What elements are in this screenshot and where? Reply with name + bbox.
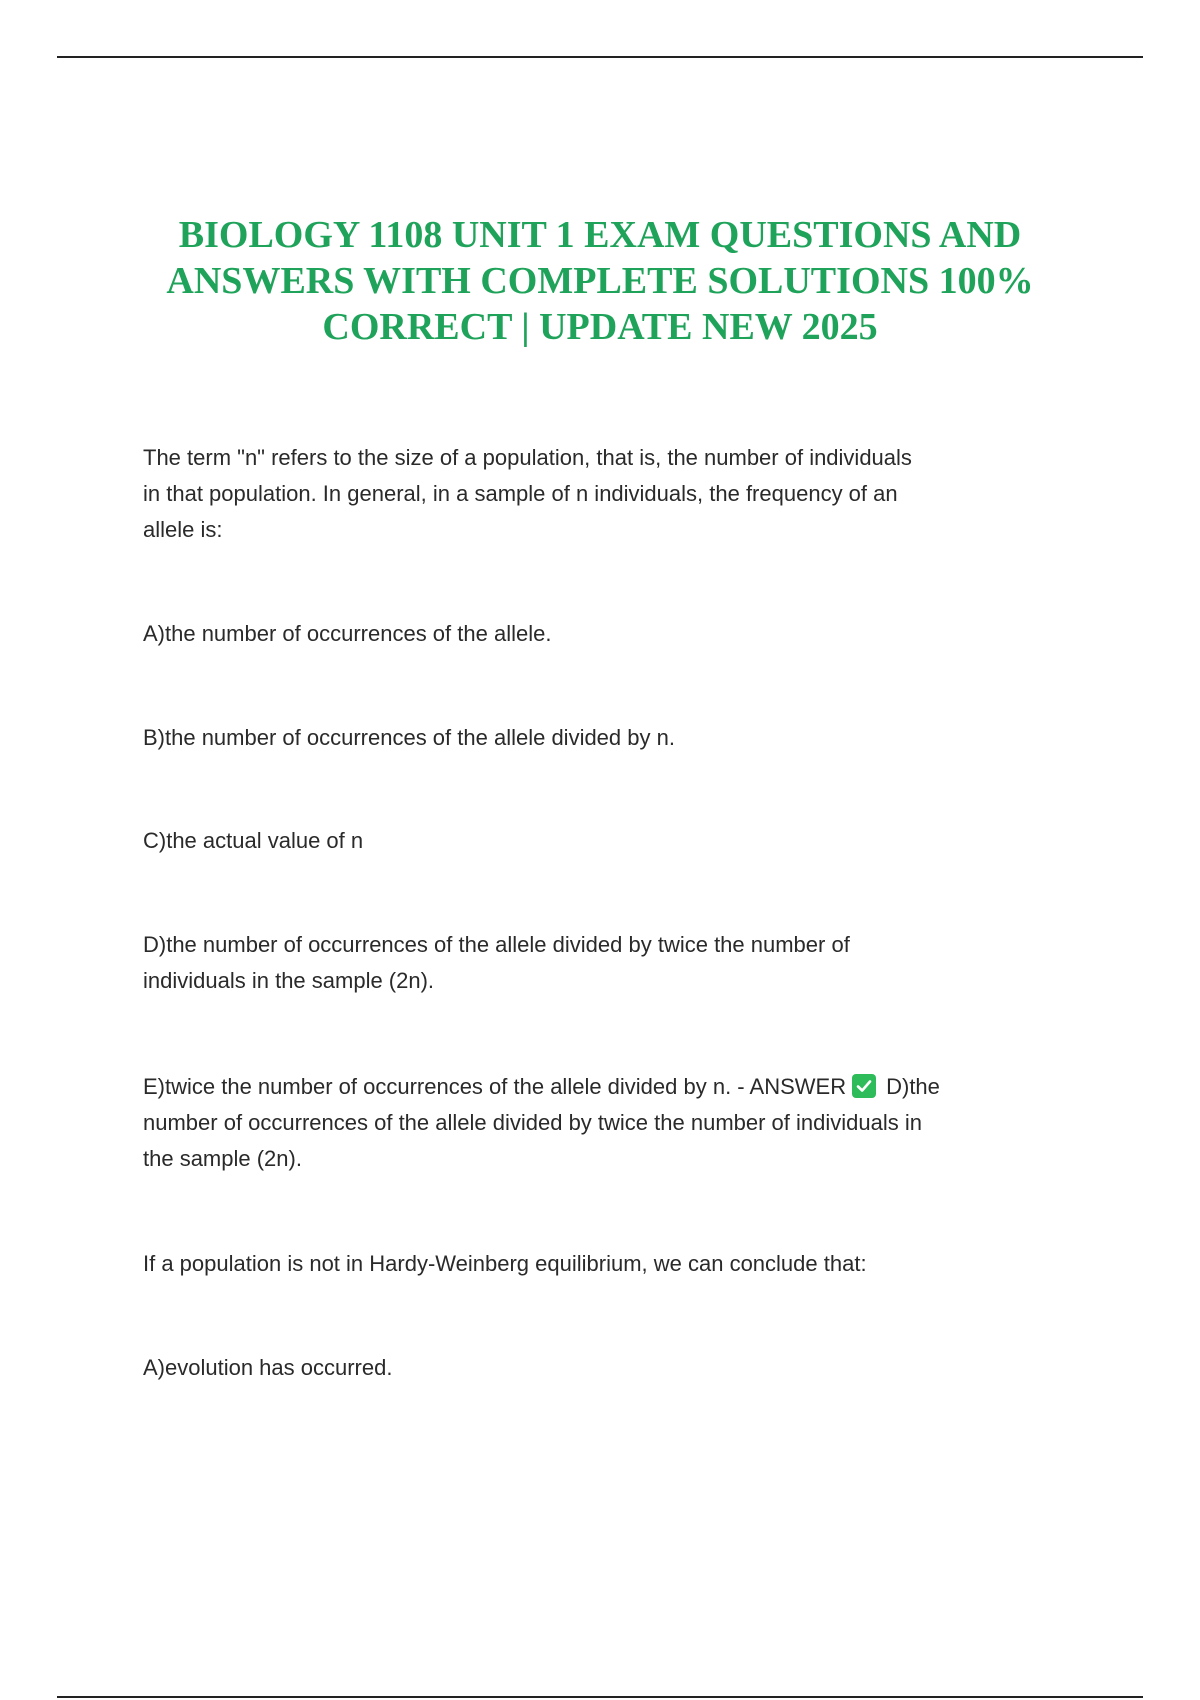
option-line: D)the number of occurrences of the allele divided by twice the number of — [143, 932, 850, 957]
prompt-line: If a population is not in Hardy-Weinberg equilibrium, we can conclude that: — [143, 1251, 867, 1276]
question-1-option-b — [143, 720, 1073, 756]
document-title — [100, 212, 1100, 350]
question-1-option-d — [143, 927, 1073, 999]
option-line: B)the number of occurrences of the allele divided by n. — [143, 725, 675, 750]
answer-line: number of occurrences of the allele divided by twice the number of individuals in — [143, 1110, 922, 1135]
option-line: C)the actual value of n — [143, 828, 364, 853]
option-line: individuals in the sample (2n). — [143, 968, 435, 993]
answer-text-start: D)the — [886, 1074, 940, 1099]
option-line: A)the number of occurrences of the allele. — [143, 621, 552, 646]
option-line: A)evolution has occurred. — [143, 1355, 393, 1380]
bottom-divider — [57, 1696, 1143, 1698]
title-line: ANSWERS WITH COMPLETE SOLUTIONS 100% — [166, 260, 1034, 302]
question-1-prompt — [143, 440, 1073, 548]
question-2-option-a — [143, 1350, 1073, 1386]
question-1-option-a — [143, 616, 1073, 652]
prompt-line: allele is: — [143, 517, 223, 542]
question-2-prompt — [143, 1246, 1073, 1282]
option-e-text: E)twice the number of occurrences of the allele divided by n. - ANSWER — [143, 1074, 847, 1099]
answer-line: the sample (2n). — [143, 1146, 302, 1171]
green-checkmark-icon — [852, 1074, 876, 1098]
title-line: CORRECT | UPDATE NEW 2025 — [322, 306, 878, 348]
option-e-first-line — [143, 1069, 1073, 1105]
prompt-line: The term "n" refers to the size of a population, that is, the number of individuals — [143, 445, 912, 470]
question-1-option-c — [143, 823, 1073, 859]
question-1-option-e-with-answer — [143, 1069, 1073, 1177]
prompt-line: in that population. In general, in a sample of n individuals, the frequency of an — [143, 481, 898, 506]
top-divider — [57, 56, 1143, 58]
title-line: BIOLOGY 1108 UNIT 1 EXAM QUESTIONS AND — [178, 214, 1022, 256]
